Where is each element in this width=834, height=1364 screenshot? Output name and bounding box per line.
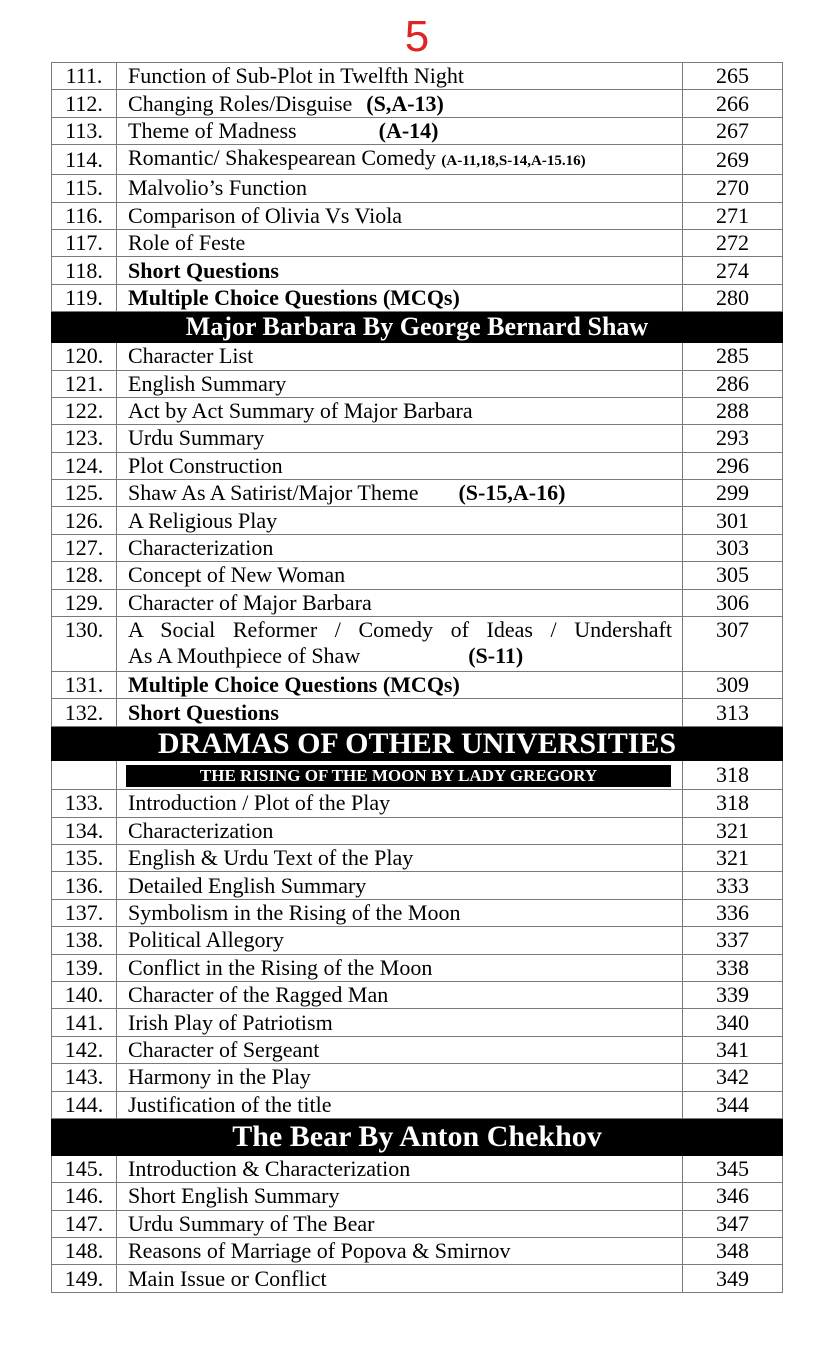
entry-title: Conflict in the Rising of the Moon bbox=[117, 954, 683, 981]
toc-row bbox=[52, 672, 783, 699]
entry-page: 305 bbox=[683, 562, 783, 589]
entry-number: 129. bbox=[52, 589, 117, 616]
entry-title: Political Allegory bbox=[117, 927, 683, 954]
entry-title: Function of Sub-Plot in Twelfth Night bbox=[117, 63, 683, 90]
entry-title: Short Questions bbox=[117, 699, 683, 726]
toc-row bbox=[52, 284, 783, 311]
entry-number: 136. bbox=[52, 872, 117, 899]
entry-title: Introduction & Characterization bbox=[117, 1155, 683, 1182]
entry-page: 271 bbox=[683, 202, 783, 229]
entry-title: Short Questions bbox=[117, 257, 683, 284]
toc-row bbox=[52, 229, 783, 256]
entry-number: 125. bbox=[52, 480, 117, 507]
entry-title: Comparison of Olivia Vs Viola bbox=[117, 202, 683, 229]
entry-title: Characterization bbox=[117, 534, 683, 561]
entry-number: 127. bbox=[52, 534, 117, 561]
entry-title: Theme of Madness bbox=[128, 117, 297, 143]
entry-number: 144. bbox=[52, 1091, 117, 1118]
entry-page: 272 bbox=[683, 229, 783, 256]
entry-number: 116. bbox=[52, 202, 117, 229]
entry-number: 118. bbox=[52, 257, 117, 284]
entry-title: Concept of New Woman bbox=[117, 562, 683, 589]
entry-title: Introduction / Plot of the Play bbox=[117, 790, 683, 817]
toc-row bbox=[52, 1091, 783, 1118]
entry-page: 349 bbox=[683, 1265, 783, 1292]
entry-number: 145. bbox=[52, 1155, 117, 1182]
entry-number: 147. bbox=[52, 1210, 117, 1237]
toc-row bbox=[52, 1238, 783, 1265]
entry-number: 113. bbox=[52, 117, 117, 144]
entry-title: Character of Major Barbara bbox=[117, 589, 683, 616]
entry-number: 132. bbox=[52, 699, 117, 726]
entry-page: 339 bbox=[683, 981, 783, 1008]
entry-title: Urdu Summary bbox=[117, 425, 683, 452]
toc-row bbox=[52, 790, 783, 817]
section-title: The Bear By Anton Chekhov bbox=[52, 1118, 783, 1155]
entry-page: 348 bbox=[683, 1238, 783, 1265]
entry-title: Justification of the title bbox=[117, 1091, 683, 1118]
entry-page: 341 bbox=[683, 1036, 783, 1063]
toc-row bbox=[52, 175, 783, 202]
toc-row bbox=[52, 562, 783, 589]
toc-row bbox=[52, 617, 783, 672]
entry-number: 148. bbox=[52, 1238, 117, 1265]
toc-row bbox=[52, 927, 783, 954]
entry-number: 115. bbox=[52, 175, 117, 202]
entry-number: 111. bbox=[52, 63, 117, 90]
toc-row bbox=[52, 954, 783, 981]
entry-number: 117. bbox=[52, 229, 117, 256]
entry-number: 137. bbox=[52, 899, 117, 926]
entry-title: Character of Sergeant bbox=[117, 1036, 683, 1063]
entry-title-line-2: As A Mouthpiece of Shaw bbox=[128, 643, 361, 669]
entry-number: 119. bbox=[52, 284, 117, 311]
exam-tag: (A-11,18,S-14,A-15.16) bbox=[441, 153, 586, 170]
entry-number: 131. bbox=[52, 672, 117, 699]
entry-number: 128. bbox=[52, 562, 117, 589]
entry-number: 135. bbox=[52, 844, 117, 871]
entry-title: Multiple Choice Questions (MCQs) bbox=[117, 284, 683, 311]
section-title: Major Barbara By George Bernard Shaw bbox=[52, 312, 783, 343]
entry-number: 122. bbox=[52, 397, 117, 424]
entry-page: 309 bbox=[683, 672, 783, 699]
entry-title: English & Urdu Text of the Play bbox=[117, 844, 683, 871]
entry-page: 265 bbox=[683, 63, 783, 90]
subsection-title: THE RISING OF THE MOON BY LADY GREGORY bbox=[126, 765, 671, 787]
entry-page: 337 bbox=[683, 927, 783, 954]
toc-row bbox=[52, 397, 783, 424]
entry-page: 270 bbox=[683, 175, 783, 202]
entry-page: 293 bbox=[683, 425, 783, 452]
entry-title-cell bbox=[117, 145, 683, 175]
entry-page: 269 bbox=[683, 145, 783, 175]
entry-number: 114. bbox=[52, 145, 117, 175]
entry-number: 130. bbox=[52, 617, 117, 672]
toc-row bbox=[52, 1210, 783, 1237]
entry-page: 285 bbox=[683, 343, 783, 370]
toc-row bbox=[52, 257, 783, 284]
entry-title: Changing Roles/Disguise bbox=[128, 90, 353, 116]
entry-page: 288 bbox=[683, 397, 783, 424]
entry-number: 138. bbox=[52, 927, 117, 954]
entry-number: 134. bbox=[52, 817, 117, 844]
toc-row bbox=[52, 872, 783, 899]
exam-tag: (S-11) bbox=[468, 643, 524, 669]
entry-title-cell bbox=[117, 617, 683, 672]
section-title: DRAMAS OF OTHER UNIVERSITIES bbox=[52, 726, 783, 760]
toc-row bbox=[52, 817, 783, 844]
toc-row bbox=[52, 90, 783, 117]
entry-page: 333 bbox=[683, 872, 783, 899]
toc-subheader-row bbox=[52, 760, 783, 789]
toc-row bbox=[52, 1183, 783, 1210]
toc-row bbox=[52, 117, 783, 144]
entry-title: Act by Act Summary of Major Barbara bbox=[117, 397, 683, 424]
entry-title: English Summary bbox=[117, 370, 683, 397]
toc-row bbox=[52, 145, 783, 175]
entry-number: 121. bbox=[52, 370, 117, 397]
entry-number: 120. bbox=[52, 343, 117, 370]
entry-title-cell bbox=[117, 480, 683, 507]
entry-title: Shaw As A Satirist/Major Theme bbox=[128, 480, 419, 506]
entry-page: 347 bbox=[683, 1210, 783, 1237]
toc-row bbox=[52, 981, 783, 1008]
entry-number: 141. bbox=[52, 1009, 117, 1036]
toc-row bbox=[52, 699, 783, 726]
entry-page: 340 bbox=[683, 1009, 783, 1036]
entry-number: 112. bbox=[52, 90, 117, 117]
entry-number: 140. bbox=[52, 981, 117, 1008]
toc-row bbox=[52, 343, 783, 370]
toc-row bbox=[52, 534, 783, 561]
entry-number-empty bbox=[52, 760, 117, 789]
entry-page: 345 bbox=[683, 1155, 783, 1182]
entry-page: 301 bbox=[683, 507, 783, 534]
entry-title: Characterization bbox=[117, 817, 683, 844]
entry-page: 303 bbox=[683, 534, 783, 561]
table-of-contents bbox=[51, 62, 783, 1293]
exam-tag: (S-15,A-16) bbox=[458, 480, 566, 506]
entry-title: A Religious Play bbox=[117, 507, 683, 534]
exam-tag: (A-14) bbox=[378, 117, 439, 143]
entry-page: 299 bbox=[683, 480, 783, 507]
subsection-cell bbox=[117, 760, 683, 789]
toc-row bbox=[52, 1036, 783, 1063]
section-header bbox=[52, 1118, 783, 1155]
entry-title: Symbolism in the Rising of the Moon bbox=[117, 899, 683, 926]
entry-title: Plot Construction bbox=[117, 452, 683, 479]
entry-title-cell bbox=[117, 117, 683, 144]
toc-row bbox=[52, 63, 783, 90]
toc-row bbox=[52, 452, 783, 479]
entry-page: 266 bbox=[683, 90, 783, 117]
entry-title-cell bbox=[117, 90, 683, 117]
entry-title: Romantic/ Shakespearean Comedy bbox=[128, 145, 436, 171]
entry-page: 342 bbox=[683, 1064, 783, 1091]
toc-row bbox=[52, 1064, 783, 1091]
toc-row bbox=[52, 480, 783, 507]
entry-title: Irish Play of Patriotism bbox=[117, 1009, 683, 1036]
entry-number: 133. bbox=[52, 790, 117, 817]
toc-row bbox=[52, 370, 783, 397]
entry-title: Detailed English Summary bbox=[117, 872, 683, 899]
entry-number: 146. bbox=[52, 1183, 117, 1210]
entry-title: Urdu Summary of The Bear bbox=[117, 1210, 683, 1237]
entry-page: 313 bbox=[683, 699, 783, 726]
entry-title: Role of Feste bbox=[117, 229, 683, 256]
entry-page: 344 bbox=[683, 1091, 783, 1118]
entry-number: 143. bbox=[52, 1064, 117, 1091]
entry-number: 123. bbox=[52, 425, 117, 452]
entry-title: Character List bbox=[117, 343, 683, 370]
toc-row bbox=[52, 507, 783, 534]
entry-page: 274 bbox=[683, 257, 783, 284]
entry-title: Malvolio’s Function bbox=[117, 175, 683, 202]
entry-page: 318 bbox=[683, 790, 783, 817]
section-header bbox=[52, 726, 783, 760]
toc-row bbox=[52, 202, 783, 229]
entry-page: 318 bbox=[683, 760, 783, 789]
entry-number: 139. bbox=[52, 954, 117, 981]
entry-page: 306 bbox=[683, 589, 783, 616]
entry-title: Harmony in the Play bbox=[117, 1064, 683, 1091]
toc-row bbox=[52, 1265, 783, 1292]
toc-row bbox=[52, 899, 783, 926]
page-number: 5 bbox=[404, 12, 430, 61]
entry-number: 124. bbox=[52, 452, 117, 479]
entry-number: 142. bbox=[52, 1036, 117, 1063]
toc-row bbox=[52, 589, 783, 616]
entry-page: 296 bbox=[683, 452, 783, 479]
exam-tag: (S,A-13) bbox=[366, 90, 444, 116]
entry-title: Reasons of Marriage of Popova & Smirnov bbox=[117, 1238, 683, 1265]
entry-title: Main Issue or Conflict bbox=[117, 1265, 683, 1292]
entry-page: 346 bbox=[683, 1183, 783, 1210]
entry-page: 286 bbox=[683, 370, 783, 397]
entry-title: Multiple Choice Questions (MCQs) bbox=[117, 672, 683, 699]
toc-row bbox=[52, 1009, 783, 1036]
entry-number: 126. bbox=[52, 507, 117, 534]
entry-page: 321 bbox=[683, 817, 783, 844]
entry-number: 149. bbox=[52, 1265, 117, 1292]
entry-page: 338 bbox=[683, 954, 783, 981]
entry-title: Short English Summary bbox=[117, 1183, 683, 1210]
entry-page: 267 bbox=[683, 117, 783, 144]
toc-row bbox=[52, 1155, 783, 1182]
entry-title-line-1: A Social Reformer / Comedy of Ideas / Undershaft bbox=[128, 617, 672, 643]
entry-page: 321 bbox=[683, 844, 783, 871]
entry-page: 280 bbox=[683, 284, 783, 311]
entry-page: 307 bbox=[683, 617, 783, 672]
toc-row bbox=[52, 844, 783, 871]
entry-page: 336 bbox=[683, 899, 783, 926]
section-header bbox=[52, 312, 783, 343]
toc-row bbox=[52, 425, 783, 452]
entry-title: Character of the Ragged Man bbox=[117, 981, 683, 1008]
